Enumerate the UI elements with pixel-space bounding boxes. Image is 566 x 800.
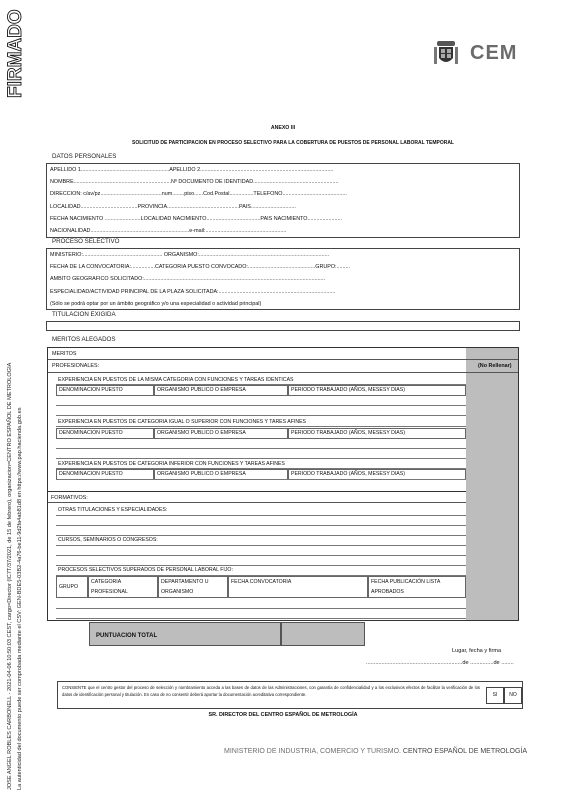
col-periodo-2: PERIODO TRABAJADO (AÑOS, MESESY DIAS) — [288, 428, 466, 439]
ministerio-line[interactable]: MINISTERIO:..................................................... ORGANISMO:....................................................................................... — [50, 252, 330, 258]
col-categoria: CATEGORIA PROFESIONAL — [88, 576, 158, 598]
procesos-entry-line[interactable] — [56, 618, 466, 619]
titulacion-label: TITULACION EXIGIDA — [52, 311, 116, 318]
localidad-line[interactable]: LOCALIDAD......................................PROVINCIA................................................PAIS.............................. — [50, 203, 296, 210]
nombre-line[interactable]: NOMBRE.................................................................Nº DOCUMENTO DE IDENTIDAD......................................................... — [50, 179, 339, 186]
col-grupo: GRUPO — [56, 576, 88, 598]
col-periodo-3: PERIODO TRABAJADO (AÑOS, MESESY DIAS) — [288, 469, 466, 480]
profesionales-heading: PROFESIONALES: — [52, 363, 100, 369]
cursos-line[interactable] — [56, 555, 466, 556]
firmado-stamp — [3, 8, 27, 100]
convocatoria-line[interactable]: FECHA DE LA CONVOCATORIA:................CATEGORIA PUESTO CONVOCADO:.............................................GRUPO:......... — [50, 264, 351, 271]
lugar-fecha-firma-label: Lugar, fecha y firma — [452, 648, 502, 654]
exp-misma-entry-line[interactable] — [56, 405, 466, 406]
lugar-fecha-firma-line[interactable]: ..............................................................de ...............de ........ — [366, 660, 514, 666]
col-departamento: DEPARTAMENTO U ORGANISMO — [158, 576, 228, 598]
consiente-box — [57, 681, 523, 709]
exp-inferior-heading: EXPERIENCIA EN PUESTOS DE CATEGORIA INFERIOR CON FUNCIONES Y TAREAS AFINES — [56, 460, 466, 469]
proceso-note: (Sólo se podrá optar por un ámbito geográfico y/o una especialidad o actividad principal) — [50, 300, 262, 307]
nacionalidad-line[interactable]: NACIONALIDAD..................................................................e-mail:...................................................... — [50, 228, 287, 235]
puntuacion-total-label: PUNTUACION TOTAL — [89, 622, 281, 646]
procesos-heading: PROCESOS SELECTIVOS SUPERADOS DE PERSONAL LABORAL FIJO: — [58, 567, 233, 573]
proceso-selectivo-box — [46, 248, 520, 310]
procesos-entry-line[interactable] — [56, 608, 466, 609]
col-periodo-1: PERIODO TRABAJADO (AÑOS, MESESY DIAS) — [288, 385, 466, 396]
fecha-nacimiento-line[interactable]: FECHA NACIMIENTO ........................LOCALIDAD NACIMIENTO....................................PAIS NACIMIENTO....................... — [50, 215, 342, 222]
footer-centro: CENTRO ESPAÑOL DE METROLOGÍA — [402, 748, 527, 755]
otras-titulaciones-heading: OTRAS TITULACIONES Y ESPECIALIDADES: — [58, 507, 168, 513]
side-line-2: La autenticidad del documento puede ser comprobada mediante el CSV: GEN-BDE5-03B2-4a76-be11-9d2fa4ab81d8 en https://www.pap.hacienda.gob.es — [17, 407, 23, 790]
exp-inferior-entry-line[interactable] — [56, 479, 466, 480]
si-checkbox[interactable]: SI — [486, 687, 504, 704]
direccion-line[interactable]: DIRECCION: c/av/pz.........................................num........piso......Cod.Postal................TELEFONO........................................... — [50, 191, 347, 198]
form-title: SOLICITUD DE PARTICIPACION EN PROCESO SELECTIVO PARA LA COBERTURA DE PUESTOS DE PERSONAL LABORAL TEMPORAL — [132, 140, 454, 146]
exp-misma-entry-line[interactable] — [56, 415, 466, 416]
exp-igual-entry-line[interactable] — [56, 458, 466, 459]
titulacion-field[interactable] — [46, 321, 520, 331]
otras-titulaciones-line[interactable] — [56, 515, 466, 516]
col-fecha-convocatoria: FECHA CONVOCATORIA — [228, 576, 368, 598]
firmado-stamp-text: FIRMADO — [5, 9, 26, 98]
meritos-heading: MERITOS — [52, 351, 77, 357]
exp-igual-entry-line[interactable] — [56, 448, 466, 449]
header-logos — [432, 40, 532, 70]
col-organismo-1: ORGANISMO PUBLICO O EMPRESA — [154, 385, 288, 396]
formativos-heading: FORMATIVOS: — [51, 495, 88, 501]
col-denominacion-3: DENOMINACION PUESTO — [56, 469, 154, 480]
col-fecha-publicacion: FECHA PUBLICACIÓN LISTA APROBADOS — [368, 576, 466, 598]
no-rellenar-label: (No Rellenar) — [478, 363, 512, 369]
profesionales-row — [48, 360, 518, 373]
puntuacion-total-value — [281, 622, 365, 646]
footer-ministerio: MINISTERIO DE INDUSTRIA, COMERCIO Y TURISMO. — [224, 748, 401, 755]
ambito-line[interactable]: AMBITO GEOGRAFICO SOLICITADO:......................................................................................................................... — [50, 276, 326, 283]
meritos-alegados-label: MERITOS ALEGADOS — [52, 336, 116, 343]
exp-misma-heading: EXPERIENCIA EN PUESTOS DE LA MISMA CATEGORIA CON FUNCIONES Y TAREAS IDENTICAS — [56, 376, 466, 385]
formativos-row — [48, 491, 466, 503]
destinatario: SR. DIRECTOR DEL CENTRO ESPAÑOL DE METROLOGÍA — [208, 712, 358, 718]
datos-personales-label: DATOS PERSONALES — [52, 153, 117, 160]
spanish-coat-of-arms-icon — [432, 40, 460, 68]
datos-personales-box — [46, 163, 520, 238]
footer — [224, 748, 527, 755]
proceso-selectivo-label: PROCESO SELECTIVO — [52, 238, 120, 245]
apellidos-line[interactable]: APELLIDO 1...........................................................APELLIDO 2......................................................................................... — [50, 167, 334, 173]
cursos-line[interactable] — [56, 545, 466, 546]
col-denominacion-2: DENOMINACION PUESTO — [56, 428, 154, 439]
col-organismo-3: ORGANISMO PUBLICO O EMPRESA — [154, 469, 288, 480]
meritos-row — [48, 348, 518, 360]
meritos-table — [47, 347, 519, 621]
no-checkbox[interactable]: NO — [504, 687, 522, 704]
especialidad-line[interactable]: ESPECIALIDAD/ACTIVIDAD PRINCIPAL DE LA PLAZA SOLICITADA:.............................................................................. — [50, 288, 336, 295]
col-organismo-2: ORGANISMO PUBLICO O EMPRESA — [154, 428, 288, 439]
col-denominacion-1: DENOMINACION PUESTO — [56, 385, 154, 396]
cursos-heading: CURSOS, SEMINARIOS O CONGRESOS: — [58, 537, 158, 543]
consiente-text: CONSIENTE que el centro gestor del proceso de selección y nombramiento acceda a las bases de datos de las Administraciones, con garantía de confidencialidad y a los exclusivos efectos de facilitar la verificación de los datos de identificación personal y titulación. En caso de no consentir deberá aportar la documentación acreditativa correspondiente. — [62, 685, 480, 697]
side-line-1: JOSE ANGEL ROBLES CARBONELL - 2021-04-06 10:50:03 CEST, cargo=Director (IC7T/37/2021, de 15 de febrero), organizacion=CENTRO ESPAÑOL DE METROLOGIA — [7, 362, 13, 790]
no-rellenar-column — [466, 348, 518, 620]
cem-logo: CEM — [470, 42, 518, 64]
otras-titulaciones-line[interactable] — [56, 525, 466, 526]
side-verification-text — [2, 246, 38, 792]
exp-igual-heading: EXPERIENCIA EN PUESTOS DE CATEGORIA IGUAL O SUPERIOR CON FUNCIONES Y TARES AFINES — [56, 418, 466, 427]
anexo-title: ANEXO III — [270, 125, 296, 131]
